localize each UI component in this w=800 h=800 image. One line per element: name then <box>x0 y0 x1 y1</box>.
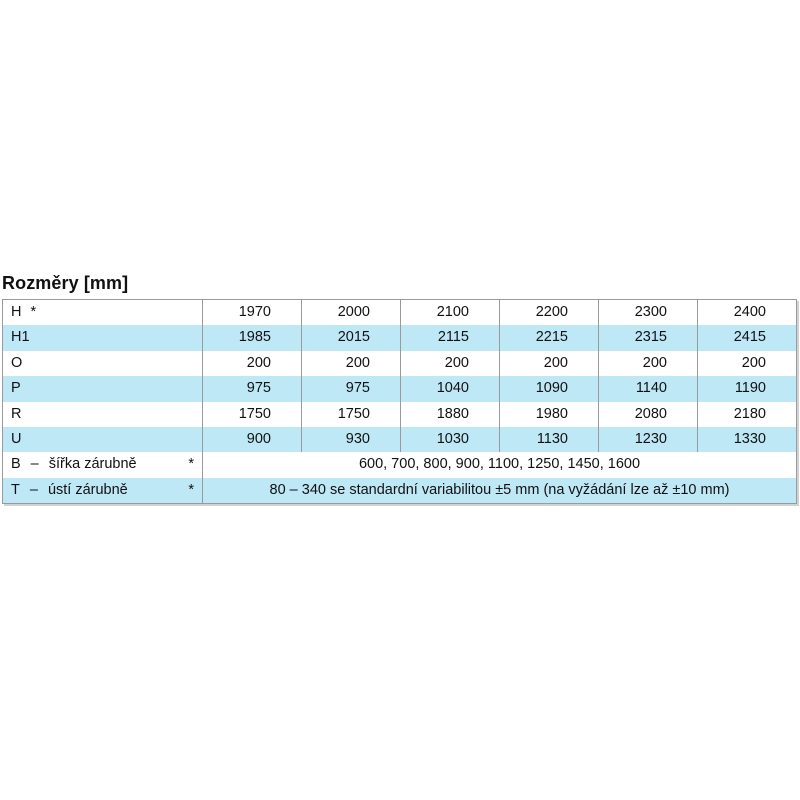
row-label-o: O <box>11 354 23 371</box>
table-row-p <box>3 376 797 401</box>
row-key: B <box>11 456 21 473</box>
table-cell: 1980 <box>500 402 599 427</box>
table-cell: 2315 <box>599 325 698 350</box>
table-cell: 1750 <box>302 402 401 427</box>
table-cell: 2100 <box>401 300 500 326</box>
table-row-b <box>3 452 797 477</box>
table-cell: 1030 <box>401 427 500 452</box>
table-row-o <box>3 351 797 376</box>
table-cell: 1040 <box>401 376 500 401</box>
row-label-r: R <box>11 405 22 422</box>
row-label-u: U <box>3 427 203 452</box>
table-cell: 975 <box>302 376 401 401</box>
table-cell: 1090 <box>500 376 599 401</box>
table-cell: 2300 <box>599 300 698 326</box>
table-cell: 2400 <box>698 300 797 326</box>
table-cell: 2000 <box>302 300 401 326</box>
table-cell: 1985 <box>203 325 302 350</box>
row-description: ústí zárubně <box>47 481 128 498</box>
required-marker: * <box>188 481 194 498</box>
table-cell: 1970 <box>203 300 302 326</box>
table-cell: 200 <box>401 351 500 376</box>
table-cell: 2215 <box>500 325 599 350</box>
dash: – <box>29 481 38 498</box>
table-cell: 2080 <box>599 402 698 427</box>
table-row-h <box>3 300 797 326</box>
table-cell: 2015 <box>302 325 401 350</box>
table-cell: 1190 <box>698 376 797 401</box>
table-cell: 1880 <box>401 402 500 427</box>
table-cell: 200 <box>203 351 302 376</box>
table-row-h1 <box>3 325 797 350</box>
row-label-h <box>3 300 203 326</box>
row-label-b <box>3 452 203 477</box>
page-title: Rozměry [mm] <box>2 273 129 293</box>
table-cell: 2200 <box>500 300 599 326</box>
dimensions-table <box>2 299 797 504</box>
table-row-t <box>3 478 797 504</box>
row-description: šířka zárubně <box>48 456 137 473</box>
table-cell: 1230 <box>599 427 698 452</box>
table-cell: 200 <box>698 351 797 376</box>
table-cell: 200 <box>599 351 698 376</box>
table-cell: 1330 <box>698 427 797 452</box>
table-cell: 1130 <box>500 427 599 452</box>
table-row-r <box>3 402 797 427</box>
table-cell: 2180 <box>698 402 797 427</box>
table-cell: 1750 <box>203 402 302 427</box>
table-cell: 2415 <box>698 325 797 350</box>
row-label-p: P <box>3 376 203 401</box>
dash: – <box>30 456 39 473</box>
table-cell: 975 <box>203 376 302 401</box>
required-marker: * <box>30 304 37 320</box>
table-cell: 200 <box>500 351 599 376</box>
table-cell: 930 <box>302 427 401 452</box>
row-key: H <box>11 304 22 320</box>
table-cell: 2115 <box>401 325 500 350</box>
row-label-t <box>3 478 203 504</box>
width-options-cell: 600, 700, 800, 900, 1100, 1250, 1450, 1600 <box>203 452 797 477</box>
table-row-u <box>3 427 797 452</box>
table-cell: 200 <box>302 351 401 376</box>
row-key: T <box>11 481 20 498</box>
required-marker: * <box>188 456 194 473</box>
table-cell: 1140 <box>599 376 698 401</box>
depth-range-cell: 80 – 340 se standardní variabilitou ±5 mm (na vyžádání lze až ±10 mm) <box>203 478 797 504</box>
row-label-h1: H1 <box>3 325 203 350</box>
table-cell: 900 <box>203 427 302 452</box>
